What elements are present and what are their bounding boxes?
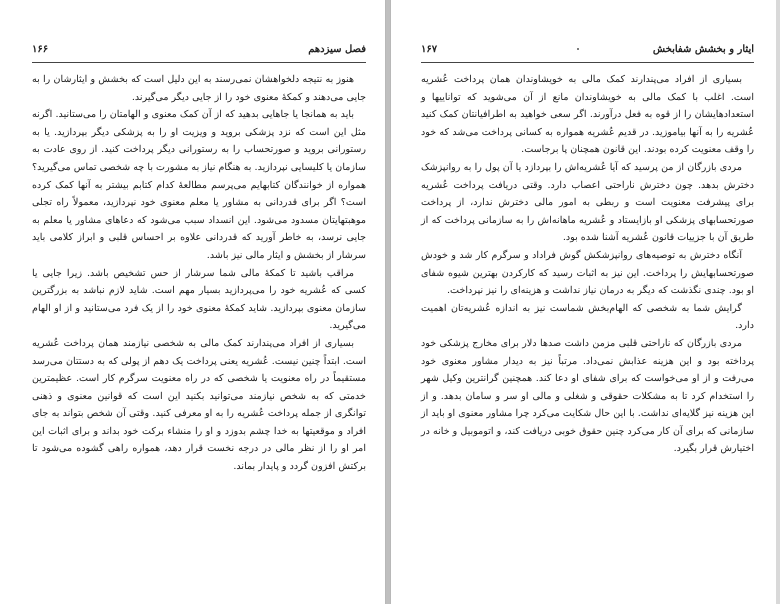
left-page-body (32, 71, 366, 476)
left-header-rule (32, 62, 366, 63)
left-page (0, 0, 386, 604)
right-page-body (421, 71, 754, 458)
right-running-title: ایثار و بخشش شفابخش (652, 44, 754, 55)
paragraph: هنوز به نتیجه دلخواهشان نمی‌رسند به این دلیل است که بخشش و ایثارشان را به جایی می‌دهند و کمکهٔ معنوی خود را از جایی دیگر می‌گیرند. (32, 74, 366, 103)
paragraph: مردی بازرگان از من پرسید که آیا عُشریه‌اش را بپردازد یا آن پول را به روانپزشک دخترش بدهد. چون دخترش ناراحتی اعصاب دارد. وقتی دریافت پرداخت عُشریه برای پیشرفت معنویت است و ربطی به امور مالی دخترش ندارد، از پرداخت صورتحسابهای پزشکی او بازایستاد و عُشریه ماهانه‌اش را به سازمانی پرداخت که از طریق آن با جزییات قانون عُشریه آشنا شده بود. (421, 161, 754, 244)
right-header-rule (421, 62, 754, 63)
paragraph: بسیاری از افراد می‌پندارند کمک مالی به خویشاوندان همان پرداخت عُشریه است. اغلب با کمک مالی به خویشاوندان مانع از آن می‌شوید که تواناییها و استعدادهایشان را از قوه به فعل درآورند. اگر سعی خواهید به اطرافیانتان کمک کنید عُشریه را به آنها بیاموزید. در قدیم عُشریه همواره به کسانی پرداخت می‌شد که خود را وقف معنویت کرده بودند. این قانون همچنان پا برجاست. (421, 74, 754, 156)
right-page-number: ۱۶۷ (421, 44, 438, 55)
right-page (390, 0, 776, 604)
print-speck (577, 48, 579, 50)
left-running-title: فصل سیزدهم (308, 44, 366, 55)
paragraph: باید به همانجا یا جاهایی بدهید که از آن کمک معنوی و الهامتان را می‌ستانید. اگرنه مثل این است که نزد پزشکی بروید و ویزیت او را به پزشکی دیگر بپردازید. یا به رستورانی بروید و صورتحساب را به رستورانی دیگر پرداخت کنید. از روی عادت به سازمان یا کلیسایی نپردازید. به هنگام نیاز به مشورت با چه شخصی تماس می‌گیرید؟ همواره از خوانندگان کتابهایم می‌پرسم مطالعهٔ کدام کتابم بیشتر به آنها کمک کرده است؟ اگر برای قدردانی به مشاور یا معلم معنوی خود نپردازید، معمولاً راه تجلی موهبتهایتان مسدود می‌شود. این انسداد سبب می‌شود که دعاهای مشاور یا معلم به جایی نرسد، به خاطر آورید که قدردانی علاوه بر احساس قلبی و ابراز کلامی باید سرشار از بخشش و ایثار مالی نیز باشد. (32, 109, 366, 261)
right-page-header (421, 44, 754, 60)
paragraph: آنگاه دخترش به توصیه‌های روانپزشکش گوش فراداد و سرگرم کار شد و خودش صورتحسابهایش را پرداخت. این نیز به اثبات رسید که کارکردن بهترین شیوه شفای او بود. چندی نگذشت که دیگر به درمان نیاز نداشت و هزینه‌ای را نیز نپرداخت. (421, 249, 754, 297)
left-page-number: ۱۶۶ (32, 44, 49, 55)
paragraph: مراقب باشید تا کمکهٔ مالی شما سرشار از حس تشخیص باشد. زیرا جایی یا کسی که عُشریه خود را می‌پردازید بسیار مهم است. شاید لازم نباشد به بزرگترین سازمان معنوی بپردازید. شاید کمکهٔ معنوی خود را از یک فرد می‌ستانید و از او الهام می‌گیرید. (32, 267, 366, 332)
paragraph: مردی بازرگان که ناراحتی قلبی مزمن داشت صدها دلار برای مخارج پزشکی خود پرداخته بود و این هزینه عذابش نمی‌داد. مرتباً نیز به دیدار مشاور معنوی خود می‌رفت و از او می‌خواست که برای شفای او دعا کند. همچنین گرانترین وکیل شهر را استخدام کرد تا به مشکلات حقوقی و شغلی و مالی او سر و سامان بدهد. و از این هزینه نیز گلایه‌ای نداشت. با این حال شکایت می‌کرد چرا مشاور معنوی او باید از سازمانی که برای آن کار می‌کرد چنین حقوق خوبی دریافت کند، و اتوموبیل و خانه در اختیارش قرار بگیرد. (421, 337, 754, 455)
left-page-header (32, 44, 366, 60)
paragraph: بسیاری از افراد می‌پندارند کمک مالی به شخصی نیازمند همان پرداخت عُشریه است. ابتداً چنین نیست. عُشریه یعنی پرداخت یک دهم از پولی که به دستتان می‌رسد مستقیماً در راه معنویت یا شخصی که در راه معنویت سرگرم کار است. عظیمترین خدمتی که به شخص نیازمند می‌توانید بکنید این است که قوانین معنوی و ذهنی توانگری از جمله پرداخت عُشریه را به او معرفی کنید. وقتی آن شخص بتواند به جای افراد و موقعیتها به خدا چشم بدوزد و او را منشاء برکت خود بداند و برای اثبات این امر او را از نظر مالی در درجه نخست قرار دهد، همواره راهی گشوده می‌شود تا برکتش افزون گردد و پایدار بماند. (32, 337, 366, 473)
paragraph: گرایش شما به شخصی که الهام‌بخش شماست نیز به اندازه عُشریه‌تان اهمیت دارد. (421, 302, 754, 332)
